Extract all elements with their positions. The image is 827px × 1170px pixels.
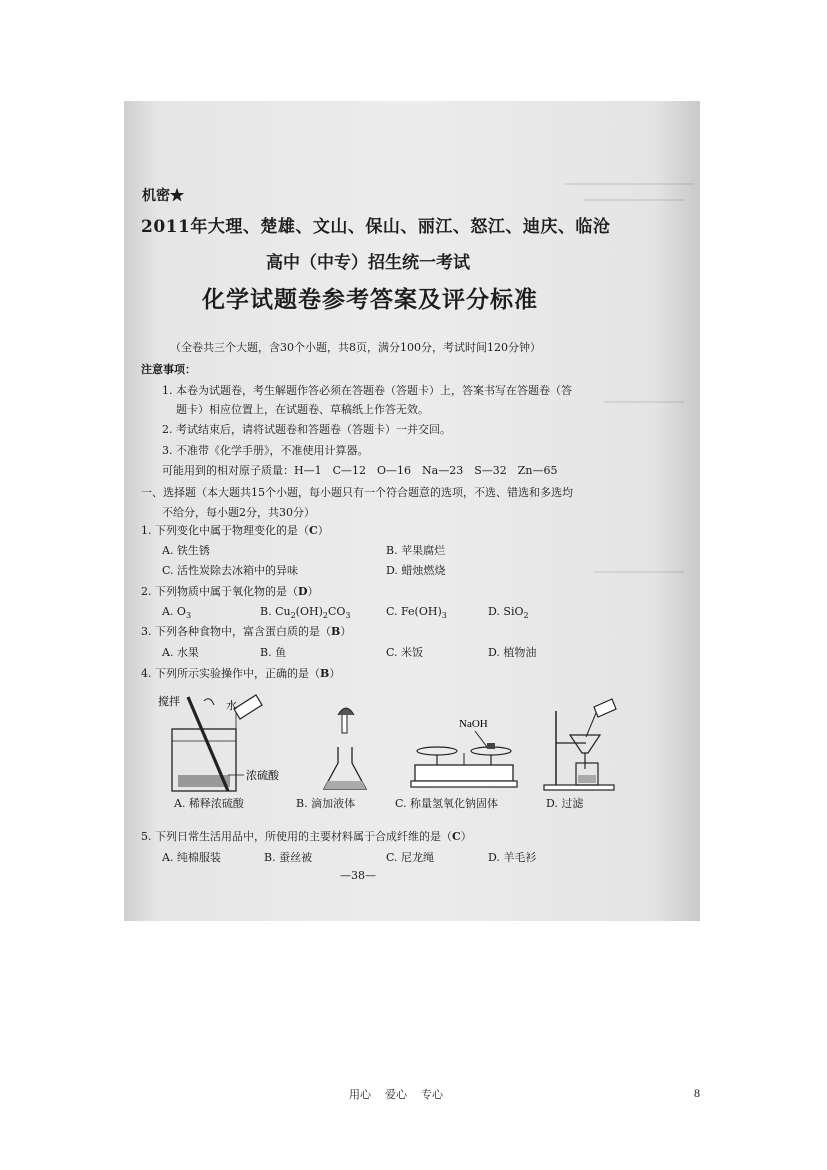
question-3-stem: 3. 下列各种食物中，富含蛋白质的是（B）: [141, 625, 352, 638]
question-5-stem: 5. 下列日常生活用品中，所使用的主要材料属于合成纤维的是（C）: [141, 830, 472, 843]
question-4-stem: 4. 下列所示实验操作中，正确的是（B）: [141, 667, 341, 680]
pouring-beaker: [594, 699, 616, 717]
question-2-stem: 2. 下列物质中属于氧化物的是（D）: [141, 585, 319, 598]
q5-option-a: A. 纯棉服装: [162, 851, 221, 864]
funnel: [570, 735, 600, 753]
figure-balance: [409, 691, 519, 795]
flask-liquid: [324, 781, 366, 789]
question-2-answer: D: [298, 585, 308, 598]
exam-title-line1: 2011年大理、楚雄、文山、保山、丽江、怒江、迪庆、临沧: [141, 217, 611, 237]
q1-option-b: B. 苹果腐烂: [386, 544, 446, 557]
question-1-stem: 1. 下列变化中属于物理变化的是（C）: [141, 524, 329, 537]
exam-title-main: 化学试题卷参考答案及评分标准: [202, 286, 538, 313]
q2-option-d: D. SiO$_2$: [488, 605, 529, 621]
footer-motto: [349, 1086, 457, 1102]
notes-title: 注意事项：: [141, 363, 196, 376]
guide-rod: [586, 713, 596, 737]
exam-summary: （全卷共三个大题，含30个小题，共8页，满分100分，考试时间120分钟）: [170, 341, 541, 354]
inner-page-number: —38—: [340, 869, 376, 882]
question-1-answer: C: [309, 524, 318, 537]
q3-option-a: A. 水果: [162, 646, 199, 659]
footer-word-2: 爱心: [385, 1088, 407, 1101]
q2-option-a: A. $O_3$: [162, 605, 192, 621]
q4-option-b: B. 滴加液体: [296, 797, 356, 810]
label-stir: 搅拌: [158, 695, 180, 708]
show-through-mark: [604, 401, 684, 403]
q1-option-a: A. 铁生锈: [162, 544, 210, 557]
question-5-answer: C: [452, 830, 461, 843]
naoh-pointer: [475, 731, 487, 747]
label-acid: 浓硫酸: [246, 769, 279, 782]
q3-option-c: C. 米饭: [386, 646, 424, 659]
note-1b: 题卡）相应位置上，在试题卷、草稿纸上作答无效。: [176, 403, 429, 416]
show-through-mark: [584, 199, 684, 201]
q3-option-d: D. 植物油: [488, 646, 537, 659]
question-4-answer: B: [320, 667, 330, 680]
classified-label: 机密★: [142, 188, 184, 204]
footer-word-1: 用心: [349, 1088, 371, 1101]
note-2: 2. 考试结束后，请将试题卷和答题卷（答题卡）一并交回。: [162, 423, 451, 436]
section1-heading-a: 一、选择题（本大题共15个小题，每小题只有一个符合题意的选项，不选、错选和多选均: [141, 486, 573, 499]
scanned-exam-page: [124, 101, 700, 921]
q2-option-c: C. $Fe(OH)_3$: [386, 605, 447, 621]
atomic-masses: 可能用到的相对原子质量：H—1 C—12 O—16 Na—23 S—32 Zn—65: [162, 464, 558, 477]
show-through-mark: [594, 571, 684, 573]
exam-title-line2: 高中（中专）招生统一考试: [266, 253, 470, 273]
q5-option-c: C. 尼龙绳: [386, 851, 435, 864]
label-water: 水: [226, 699, 237, 712]
q5-option-b: B. 蚕丝被: [264, 851, 313, 864]
show-through-mark: [564, 183, 694, 185]
pouring-cup: [234, 695, 262, 719]
footer-word-3: 专心: [421, 1088, 443, 1101]
stand-base: [544, 785, 614, 790]
weight: [487, 743, 495, 749]
balance-base: [415, 765, 513, 781]
note-3: 3. 不准带《化学手册》，不准使用计算器。: [162, 444, 369, 457]
q5-option-d: D. 羊毛衫: [488, 851, 537, 864]
balance-pan-left: [417, 747, 457, 755]
q4-option-d: D. 过滤: [546, 797, 584, 810]
figure-drop-liquid: [316, 691, 376, 795]
dropper-bulb: [338, 708, 354, 715]
balance-foot: [411, 781, 517, 787]
figure-dilute-acid: [154, 691, 284, 795]
q4-option-c: C. 称量氢氧化钠固体: [395, 797, 499, 810]
q3-option-b: B. 鱼: [260, 646, 287, 659]
page-number: 8: [694, 1086, 700, 1100]
label-naoh: NaOH: [459, 718, 488, 730]
section1-heading-b: 不给分，每小题2分，共30分）: [162, 506, 315, 519]
figure-filtration: [540, 691, 630, 795]
stir-arrow: [204, 699, 214, 705]
q4-option-a: A. 稀释浓硫酸: [174, 797, 244, 810]
q1-option-d: D. 蜡烛燃烧: [386, 564, 446, 577]
filtrate: [578, 775, 596, 783]
question-3-answer: B: [331, 625, 341, 638]
q1-option-c: C. 活性炭除去冰箱中的异味: [162, 564, 299, 577]
note-1a: 1. 本卷为试题卷，考生解题作答必须在答题卷（答题卡）上，答案书写在答题卷（答: [162, 384, 572, 397]
q2-option-b: B. $Cu_2(OH)_2CO_3$: [260, 605, 351, 621]
